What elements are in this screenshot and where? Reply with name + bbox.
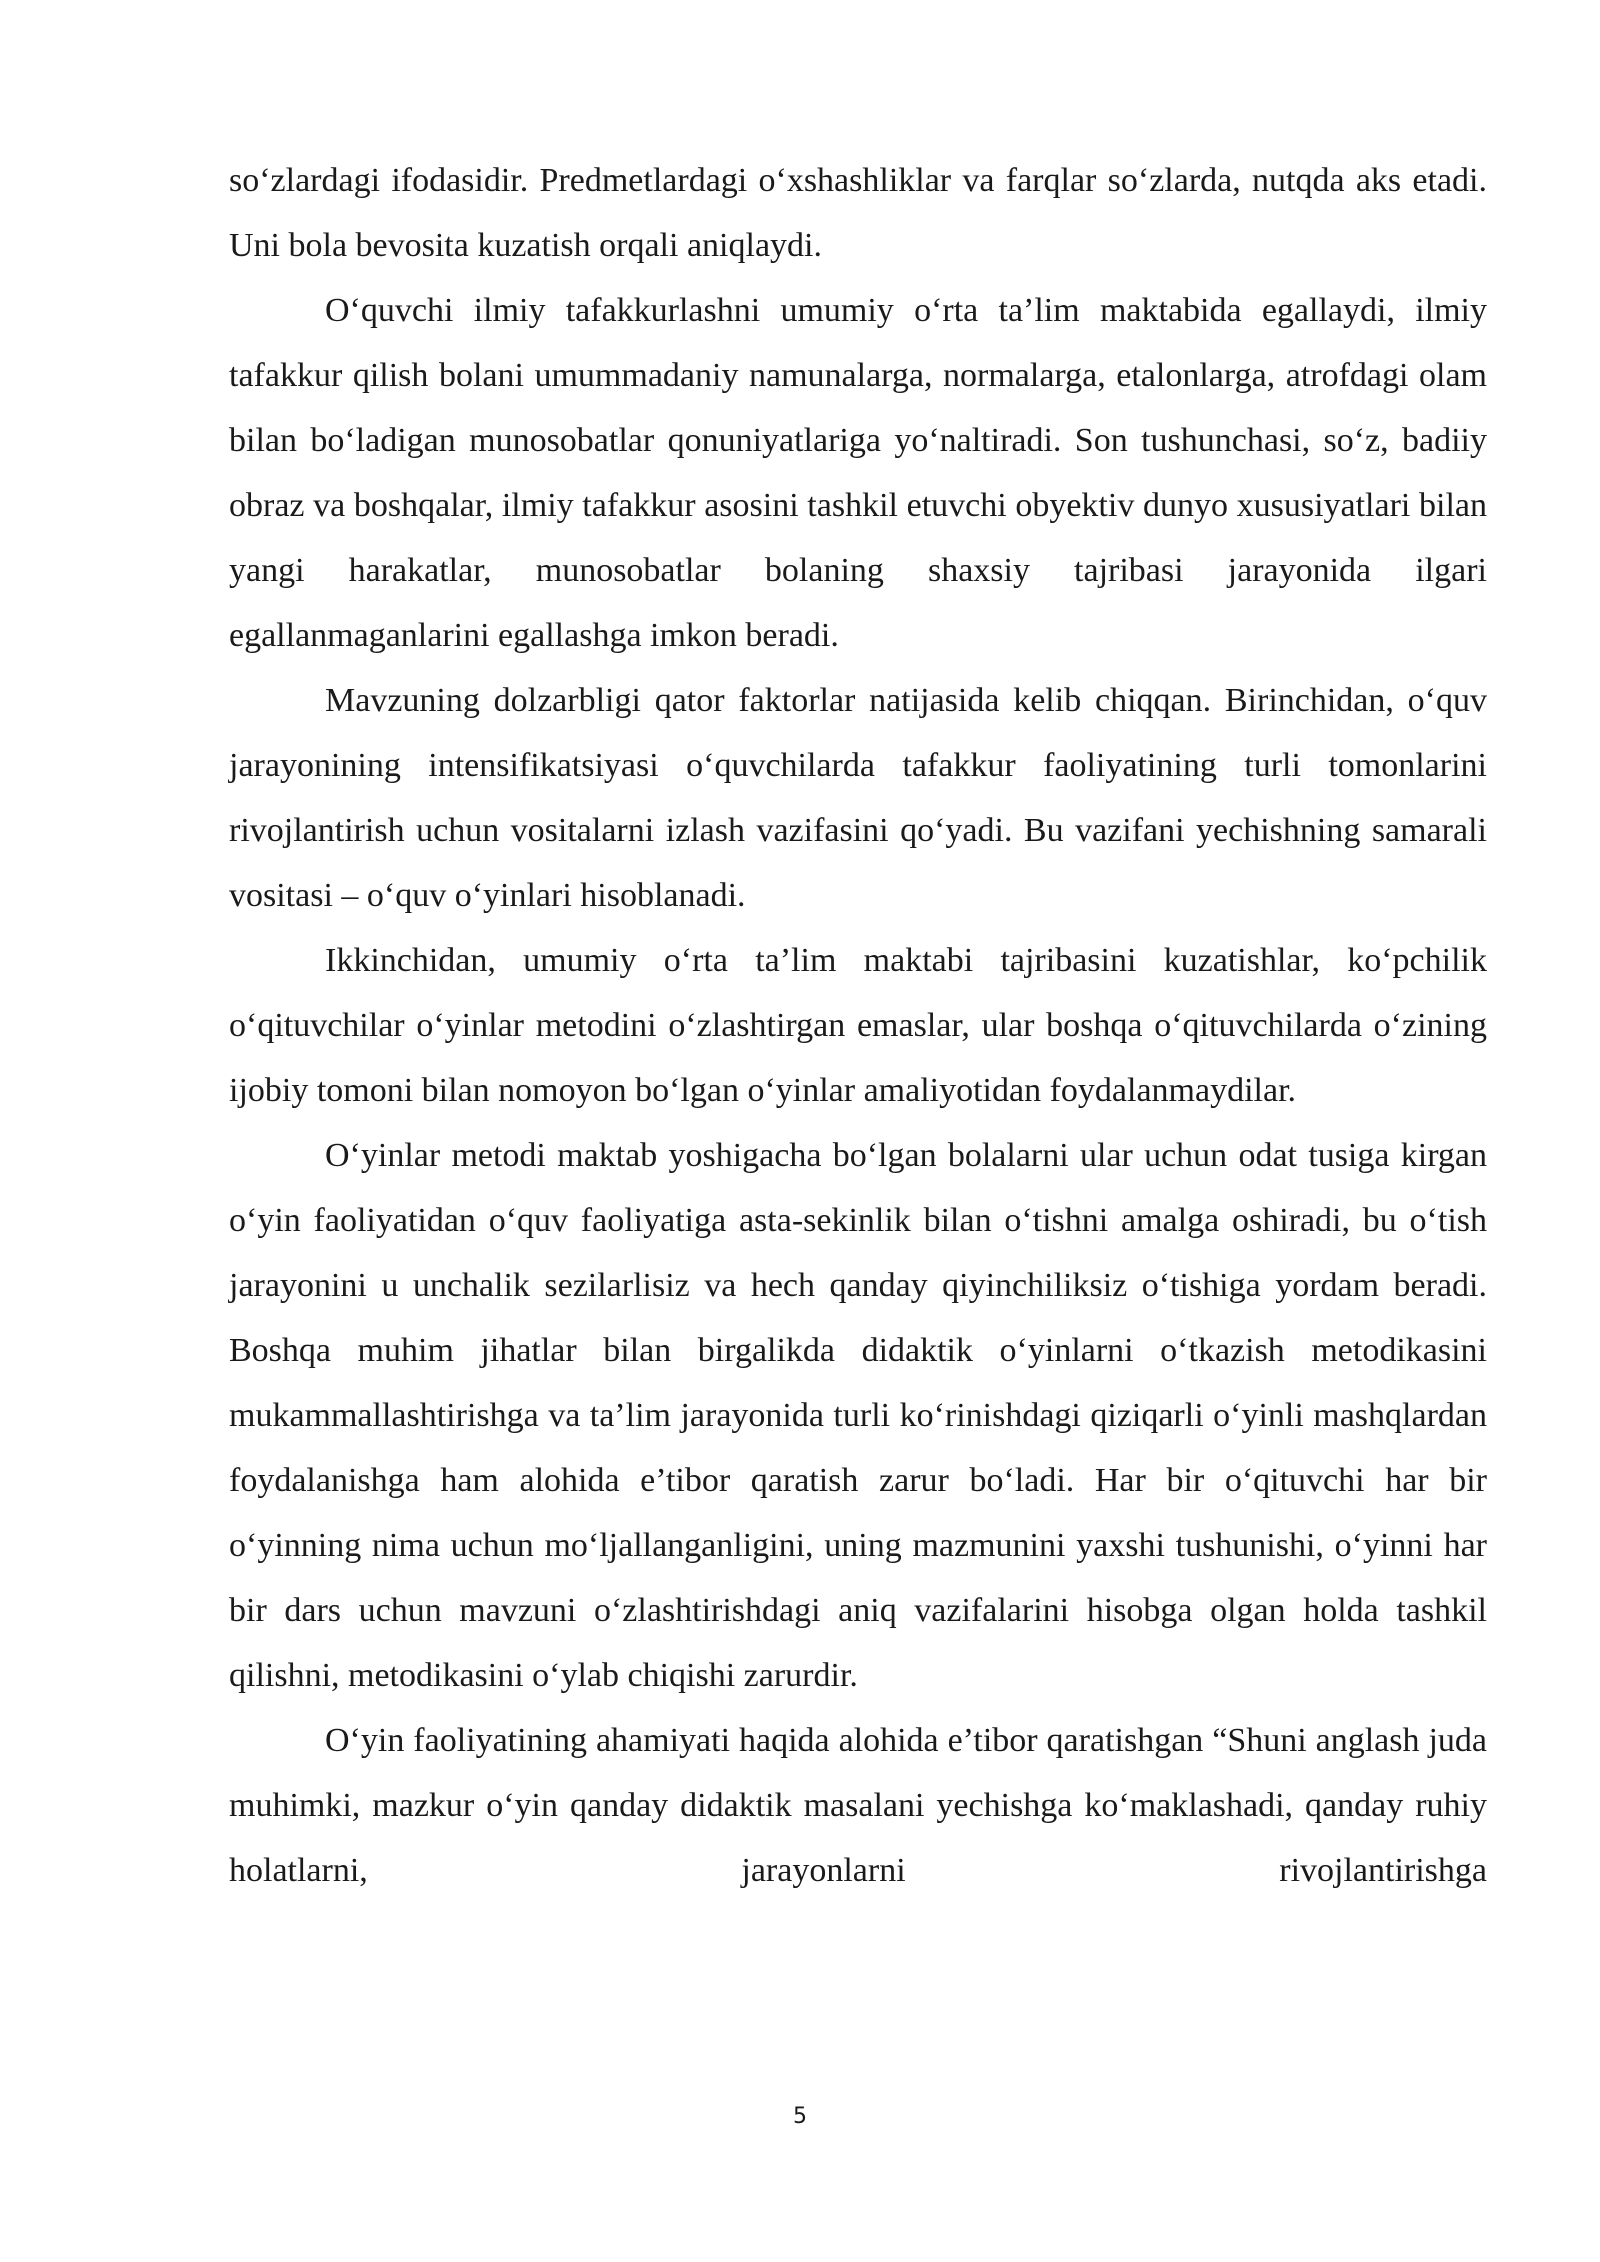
page-number: 5 xyxy=(793,2104,807,2129)
paragraph-3: Mavzuning dolzarbligi qator faktorlar natijasida kelib chiqqan. Birinchidan, o‘quv jarayonining intensifikatsiyasi o‘quvchilarda tafakkur faoliyatining turli tomonlarini rivojlantirish uchun vositalarni izlash vazifasini qo‘yadi. Bu vazifani yechishning samarali vositasi – o‘quv o‘yinlari hisoblanadi. xyxy=(229,682,1487,914)
document-body xyxy=(229,148,1487,1903)
paragraph-5: O‘yinlar metodi maktab yoshigacha bo‘lgan bolalarni ular uchun odat tusiga kirgan o‘yin faoliyatidan o‘quv faoliyatiga asta-sekinlik bilan o‘tishni amalga oshiradi, bu o‘tish jarayonini u unchalik sezilarlisiz va hech qanday qiyinchiliksiz o‘tishiga yordam beradi. Boshqa muhim jihatlar bilan birgalikda didaktik o‘yinlarni o‘tkazish metodikasini mukammallashtirishga va ta’lim jarayonida turli ko‘rinishdagi qiziqarli o‘yinli mashqlardan foydalanishga ham alohida e’tibor qaratish zarur bo‘ladi. Har bir o‘qituvchi har bir o‘yinning nima uchun mo‘ljallanganligini, uning mazmunini yaxshi tushunishi, o‘yinni har bir dars uchun mavzuni o‘zlashtirishdagi aniq vazifalarini hisobga olgan holda tashkil qilishni, metodikasini o‘ylab chiqishi zarurdir. xyxy=(229,1137,1487,1694)
paragraph-4: Ikkinchidan, umumiy o‘rta ta’lim maktabi tajribasini kuzatishlar, ko‘pchilik o‘qituvchilar o‘yinlar metodini o‘zlashtirgan emaslar, ular boshqa o‘qituvchilarda o‘zining ijobiy tomoni bilan nomoyon bo‘lgan o‘yinlar amaliyotidan foydalanmaydilar. xyxy=(229,942,1487,1109)
paragraph-2: O‘quvchi ilmiy tafakkurlashni umumiy o‘rta ta’lim maktabida egallaydi, ilmiy tafakkur qilish bolani umummadaniy namunalarga, normalarga, etalonlarga, atrofdagi olam bilan bo‘ladigan munosobatlar qonuniyatlariga yo‘naltiradi. Son tushunchasi, so‘z, badiiy obraz va boshqalar, ilmiy tafakkur asosini tashkil etuvchi obyektiv dunyo xususiyatlari bilan yangi harakatlar, munosobatlar bolaning shaxsiy tajribasi jarayonida ilgari egallanmaganlarini egallashga imkon beradi. xyxy=(229,292,1487,654)
paragraph-6: O‘yin faoliyatining ahamiyati haqida alohida e’tibor qaratishgan “Shuni anglash juda muhimki, mazkur o‘yin qanday didaktik masalani yechishga ko‘maklashadi, qanday ruhiy holatlarni, jarayonlarni rivojlantirishga xyxy=(229,1722,1487,1889)
paragraph-1: so‘zlardagi ifodasidir. Predmetlardagi o‘xshashliklar va farqlar so‘zlarda, nutqda aks etadi. Uni bola bevosita kuzatish orqali aniqlaydi. xyxy=(229,162,1487,264)
